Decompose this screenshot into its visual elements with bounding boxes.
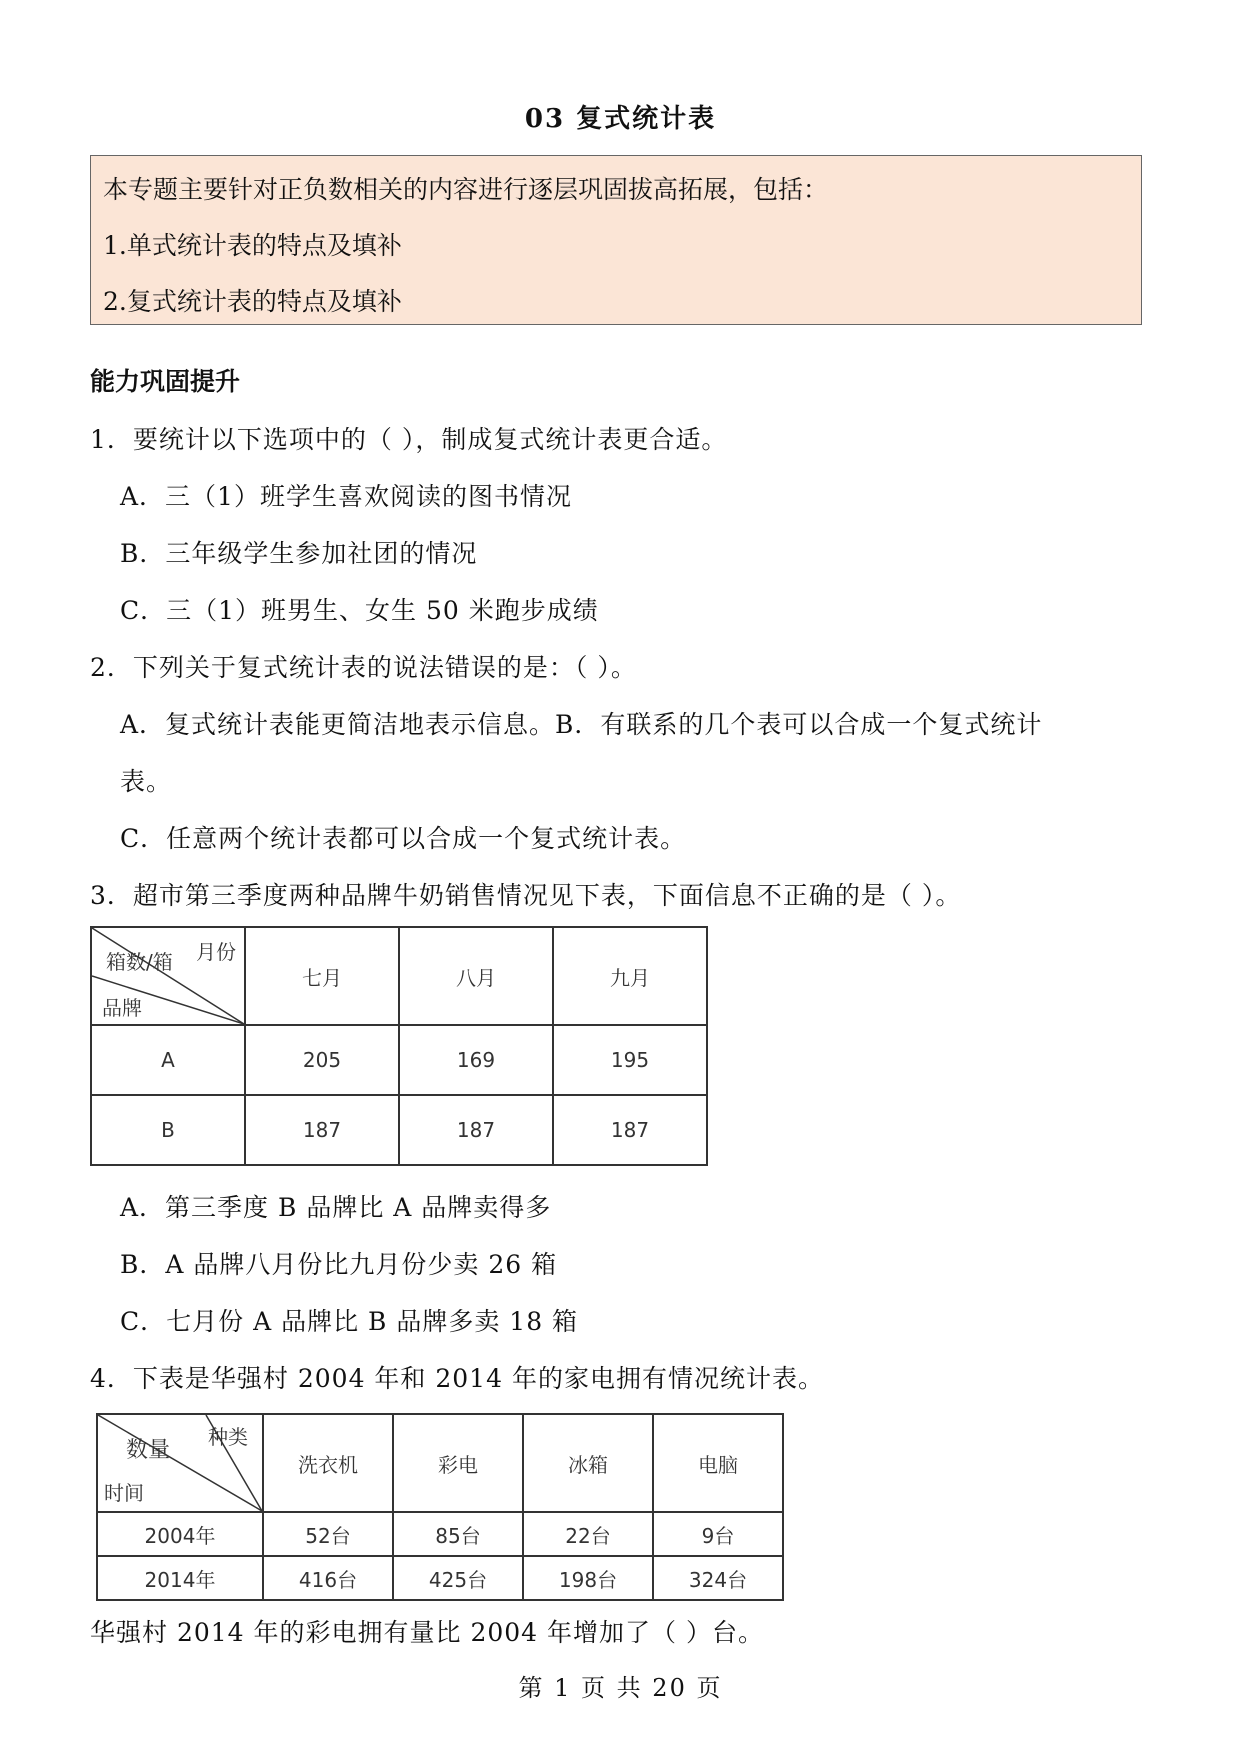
question-3-stem: 3．超市第三季度两种品牌牛奶销售情况见下表，下面信息不正确的是（ ）。 — [90, 881, 962, 910]
table-row — [91, 1095, 707, 1165]
table-header-cell: 八月 — [399, 927, 553, 1025]
table-header-cell: 彩电 — [393, 1414, 523, 1512]
table-header-cell: 七月 — [245, 927, 399, 1025]
intro-line: 本专题主要针对正负数相关的内容进行逐层巩固拔高拓展，包括： — [103, 175, 829, 204]
question-2-option-ab-continued: 表。 — [120, 767, 173, 796]
table-cell: 9台 — [653, 1512, 783, 1556]
question-4-stem: 4．下表是华强村 2004 年和 2014 年的家电拥有情况统计表。 — [90, 1364, 824, 1393]
table-cell: 187 — [245, 1095, 399, 1165]
question-3-option-b: B．A 品牌八月份比九月份少卖 26 箱 — [120, 1250, 558, 1279]
table-header-cell: 九月 — [553, 927, 707, 1025]
table-cell: 52台 — [263, 1512, 393, 1556]
table-header-cell: 冰箱 — [523, 1414, 653, 1512]
row-label: A — [91, 1025, 245, 1095]
question-4-prompt: 华强村 2014 年的彩电拥有量比 2004 年增加了（ ）台。 — [90, 1618, 764, 1647]
table-header-cell: 电脑 — [653, 1414, 783, 1512]
row-label: B — [91, 1095, 245, 1165]
question-3-option-a: A．第三季度 B 品牌比 A 品牌卖得多 — [120, 1193, 552, 1222]
table-cell: 187 — [553, 1095, 707, 1165]
table-header-cell: 洗衣机 — [263, 1414, 393, 1512]
appliance-table — [96, 1413, 784, 1601]
question-1-stem: 1．要统计以下选项中的（ ），制成复式统计表更合适。 — [90, 425, 728, 454]
table-cell: 22台 — [523, 1512, 653, 1556]
table-corner-header — [91, 927, 245, 1025]
table-cell: 198台 — [523, 1556, 653, 1600]
corner-label-boxes: 箱数/箱 — [106, 950, 173, 974]
table-cell: 169 — [399, 1025, 553, 1095]
row-label: 2004年 — [97, 1512, 263, 1556]
row-label: 2014年 — [97, 1556, 263, 1600]
question-1-option-c: C．三（1）班男生、女生 50 米跑步成绩 — [120, 596, 599, 625]
table-row — [97, 1556, 783, 1600]
intro-line: 2.复式统计表的特点及填补 — [103, 287, 402, 316]
corner-label-month: 月份 — [196, 940, 236, 964]
question-1-option-b: B．三年级学生参加社团的情况 — [120, 539, 478, 568]
table-corner-header — [97, 1414, 263, 1512]
corner-label-time: 时间 — [104, 1481, 144, 1505]
table-cell: 187 — [399, 1095, 553, 1165]
question-2-option-c: C．任意两个统计表都可以合成一个复式统计表。 — [120, 824, 687, 853]
page-footer: 第 1 页 共 20 页 — [518, 1674, 723, 1702]
question-1-option-a: A．三（1）班学生喜欢阅读的图书情况 — [120, 482, 572, 511]
table-cell: 425台 — [393, 1556, 523, 1600]
table-row — [91, 1025, 707, 1095]
table-cell: 85台 — [393, 1512, 523, 1556]
table-row — [97, 1512, 783, 1556]
table-cell: 195 — [553, 1025, 707, 1095]
section-heading: 能力巩固提升 — [90, 367, 241, 396]
corner-label-quantity: 数量 — [126, 1438, 171, 1463]
question-2-option-ab: A．复式统计表能更简洁地表示信息。B．有联系的几个表可以合成一个复式统计 — [120, 710, 1043, 739]
milk-sales-table — [90, 926, 708, 1166]
page-title: 03 复式统计表 — [524, 104, 717, 134]
question-3-option-c: C．七月份 A 品牌比 B 品牌多卖 18 箱 — [120, 1307, 579, 1336]
question-2-stem: 2．下列关于复式统计表的说法错误的是：（ ）。 — [90, 653, 637, 682]
table-cell: 205 — [245, 1025, 399, 1095]
corner-label-brand: 品牌 — [102, 996, 142, 1020]
intro-line: 1.单式统计表的特点及填补 — [103, 231, 402, 260]
intro-box — [90, 155, 1142, 325]
table-cell: 416台 — [263, 1556, 393, 1600]
corner-label-type: 种类 — [208, 1425, 248, 1449]
table-cell: 324台 — [653, 1556, 783, 1600]
